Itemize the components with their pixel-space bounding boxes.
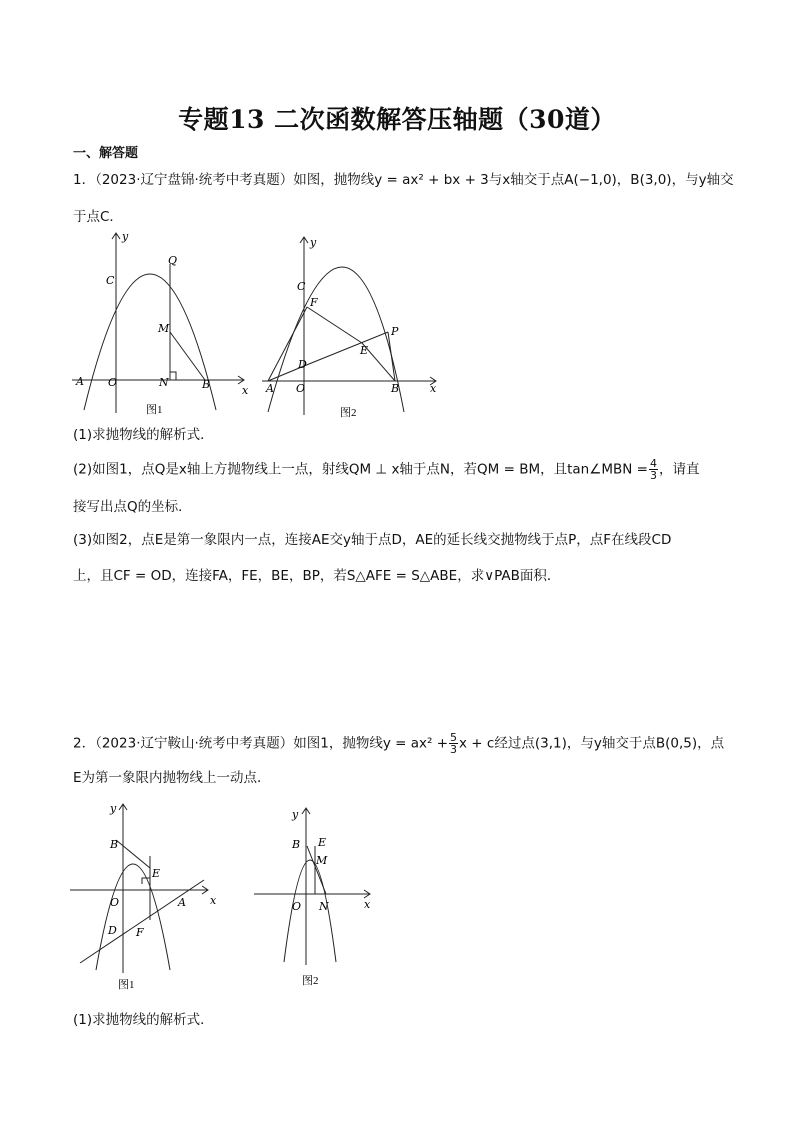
q2fig1-label-O: O	[110, 896, 120, 909]
fig2-label-E: E	[360, 344, 369, 357]
fig1-label-A: A	[76, 375, 84, 388]
q1-figure-1	[72, 228, 252, 418]
fig2-label-A: A	[266, 382, 274, 395]
fig1-label-N: N	[159, 376, 169, 389]
q2-figure-2	[252, 800, 382, 995]
q2-stem-text-a: 2．（2023·辽宁鞍山·统考中考真题）如图1，抛物线y = ax² +	[73, 735, 449, 752]
q2-part1: (1)求抛物线的解析式．	[73, 1012, 214, 1028]
q2fig2-label-E: E	[318, 836, 327, 849]
q1-stem-line1: 1．（2023·辽宁盘锦·统考中考真题）如图，抛物线y = ax² + bx + 3与x轴交于点A(−1,0)，B(3,0)，与y轴交	[73, 172, 734, 188]
fig1-caption: 图1	[146, 404, 163, 416]
q2-stem-text-b: x + c经过点(3,1)，与y轴交于点B(0,5)，点	[459, 735, 725, 752]
q2fig1-label-E: E	[152, 867, 161, 880]
q1-stem-line2: 于点C．	[73, 209, 123, 225]
q2fig1-label-x: x	[210, 894, 217, 907]
q1-part2-text-a: (2)如图1，点Q是x轴上方抛物线上一点，射线QM ⊥ x轴于点N，若QM = BM，且tan∠MBN =	[73, 461, 648, 478]
fig2-caption: 图2	[340, 407, 357, 419]
q1-part2-line2: 接写出点Q的坐标．	[73, 499, 192, 515]
q1-part3-line1: (3)如图2，点E是第一象限内一点，连接AE交y轴于点D，AE的延长线交抛物线于点P，点F在线段CD	[73, 532, 672, 548]
fig1-label-x: x	[242, 384, 249, 397]
q2-stem-fraction	[449, 732, 458, 755]
fig1-label-C: C	[106, 274, 115, 287]
fig2-label-B: B	[391, 382, 400, 395]
fig2-label-O: O	[296, 382, 306, 395]
q2fig2-caption: 图2	[302, 975, 319, 987]
q2fig1-label-F: F	[136, 926, 144, 939]
fig1-label-O: O	[108, 376, 118, 389]
q2-stem-line2: E为第一象限内抛物线上一动点．	[73, 770, 271, 786]
page-title: 专题13 二次函数解答压轴题（30道）	[178, 105, 616, 134]
fig2-label-D: D	[298, 358, 307, 371]
q2fig2-label-M: M	[316, 854, 328, 867]
q2-stem-numerator: 5	[450, 731, 458, 744]
q2fig2-label-x: x	[364, 898, 371, 911]
fig1-label-M: M	[158, 322, 170, 335]
q2-stem-denominator: 3	[450, 743, 458, 756]
q1-part2-numerator: 4	[649, 457, 657, 470]
q1-part1: (1)求抛物线的解析式．	[73, 427, 214, 443]
q2fig1-label-y: y	[110, 802, 117, 815]
q2fig1-label-B: B	[110, 838, 119, 851]
q1-figure-2	[262, 232, 442, 422]
q2fig2-label-N: N	[319, 900, 329, 913]
q1-part2-text-b: ，请直	[658, 461, 700, 478]
q2fig1-caption: 图1	[118, 979, 135, 991]
fig1-label-B: B	[202, 378, 211, 391]
q2fig1-label-D: D	[108, 924, 117, 937]
q2fig1-label-A: A	[178, 896, 186, 909]
section-heading: 一、解答题	[73, 146, 139, 161]
fig1-label-Q: Q	[168, 254, 178, 267]
q2fig2-label-B: B	[292, 838, 301, 851]
q2-figure-1	[68, 798, 228, 998]
fig2-label-C: C	[297, 280, 306, 293]
fig2-label-F: F	[310, 296, 318, 309]
q1-part3-line2: 上，且CF = OD，连接FA，FE，BE，BP，若S△AFE = S△ABE，求∨PAB面积．	[73, 568, 561, 584]
fig2-label-x: x	[430, 382, 437, 395]
q2fig2-label-y: y	[292, 808, 299, 821]
fig1-label-y: y	[122, 230, 129, 243]
q2fig2-label-O: O	[292, 900, 302, 913]
q1-part2-line1	[73, 458, 699, 481]
fig2-label-y: y	[310, 236, 317, 249]
q1-part2-fraction	[649, 458, 658, 481]
q2-stem-line1	[73, 732, 724, 755]
q1-part2-denominator: 3	[649, 469, 657, 482]
fig2-label-P: P	[391, 325, 399, 338]
